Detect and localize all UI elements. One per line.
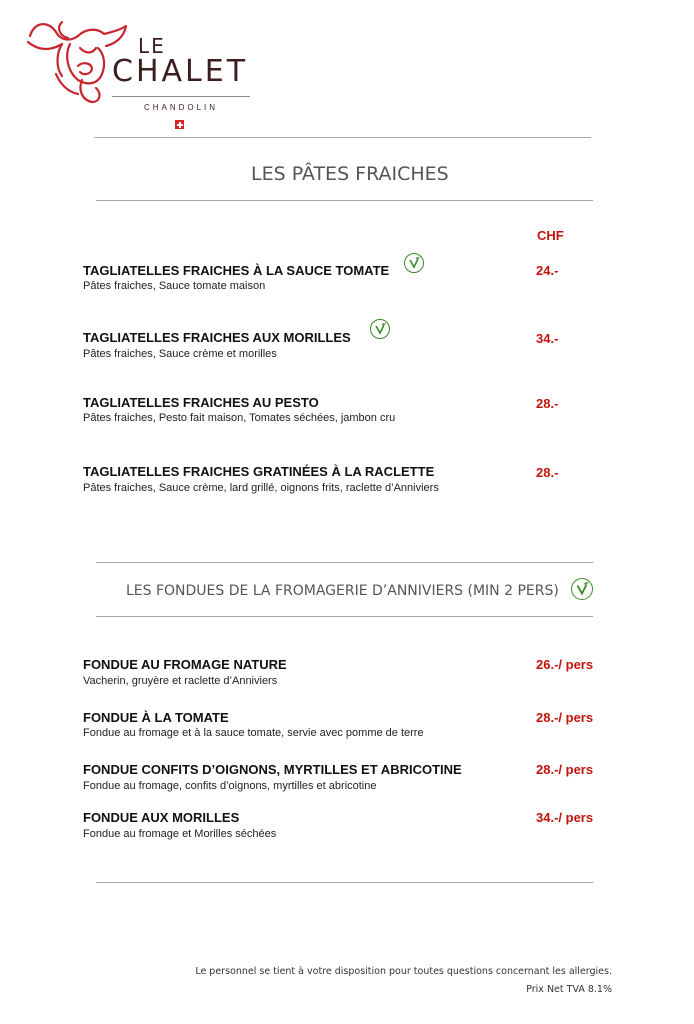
currency-header: CHF (537, 228, 564, 243)
menu-item-price: 26.-/ pers (536, 657, 594, 672)
menu-item-name: FONDUE CONFITS D’OIGNONS, MYRTILLES ET ABRICOTINE (83, 762, 462, 777)
menu-item-price: 28.- (536, 396, 559, 411)
menu-item-description: Fondue au fromage et Morilles séchées (83, 828, 277, 840)
menu-item-name: FONDUE AUX MORILLES (83, 810, 240, 825)
brand-divider (112, 96, 250, 97)
divider (94, 137, 591, 138)
menu-item-description: Pâtes fraiches, Sauce tomate maison (83, 280, 266, 292)
menu-item-description: Fondue au fromage, confits d’oignons, myrtilles et abricotine (83, 780, 377, 792)
menu-item-price: 34.-/ pers (536, 810, 594, 825)
vegetarian-icon (370, 319, 390, 339)
brand-name: CHALET (112, 54, 249, 89)
menu-item-name: FONDUE AU FROMAGE NATURE (83, 657, 287, 672)
swiss-flag-icon (175, 120, 184, 129)
menu-item-description: Pâtes fraiches, Sauce crème et morilles (83, 348, 277, 360)
vat-note: Prix Net TVA 8.1% (526, 984, 612, 995)
menu-item-price: 28.-/ pers (536, 710, 594, 725)
menu-item-price: 34.- (536, 331, 559, 346)
section-title-pasta: LES PÂTES FRAICHES (251, 163, 449, 185)
menu-item-price: 28.-/ pers (536, 762, 594, 777)
menu-item-price: 24.- (536, 263, 559, 278)
menu-item-price: 28.- (536, 465, 559, 480)
menu-item-name: TAGLIATELLES FRAICHES GRATINÉES À LA RACLETTE (83, 464, 435, 479)
menu-item-description: Pâtes fraiches, Pesto fait maison, Tomates séchées, jambon cru (83, 412, 396, 424)
divider (96, 616, 593, 617)
menu-item-name: FONDUE À LA TOMATE (83, 710, 229, 725)
brand-location: CHANDOLIN (143, 103, 219, 112)
menu-item-name: TAGLIATELLES FRAICHES AUX MORILLES (83, 330, 351, 345)
menu-item-description: Fondue au fromage et à la sauce tomate, servie avec pomme de terre (83, 727, 424, 739)
vegetarian-icon (404, 253, 424, 273)
allergy-note: Le personnel se tient à votre disposition pour toutes questions concernant les allergies. (195, 966, 612, 977)
vegetarian-icon (571, 578, 593, 600)
menu-item-description: Pâtes fraiches, Sauce crème, lard grillé, oignons frits, raclette d’Anniviers (83, 482, 439, 494)
section-title-fondues: LES FONDUES DE LA FROMAGERIE D’ANNIVIERS (MIN 2 PERS) (126, 583, 559, 599)
divider (96, 200, 593, 201)
divider (96, 882, 593, 883)
menu-item-name: TAGLIATELLES FRAICHES À LA SAUCE TOMATE (83, 263, 390, 278)
divider (96, 562, 593, 563)
menu-item-name: TAGLIATELLES FRAICHES AU PESTO (83, 395, 319, 410)
brand-prefix: LE (138, 34, 166, 58)
menu-item-description: Vacherin, gruyère et raclette d’Anniviers (83, 675, 278, 687)
